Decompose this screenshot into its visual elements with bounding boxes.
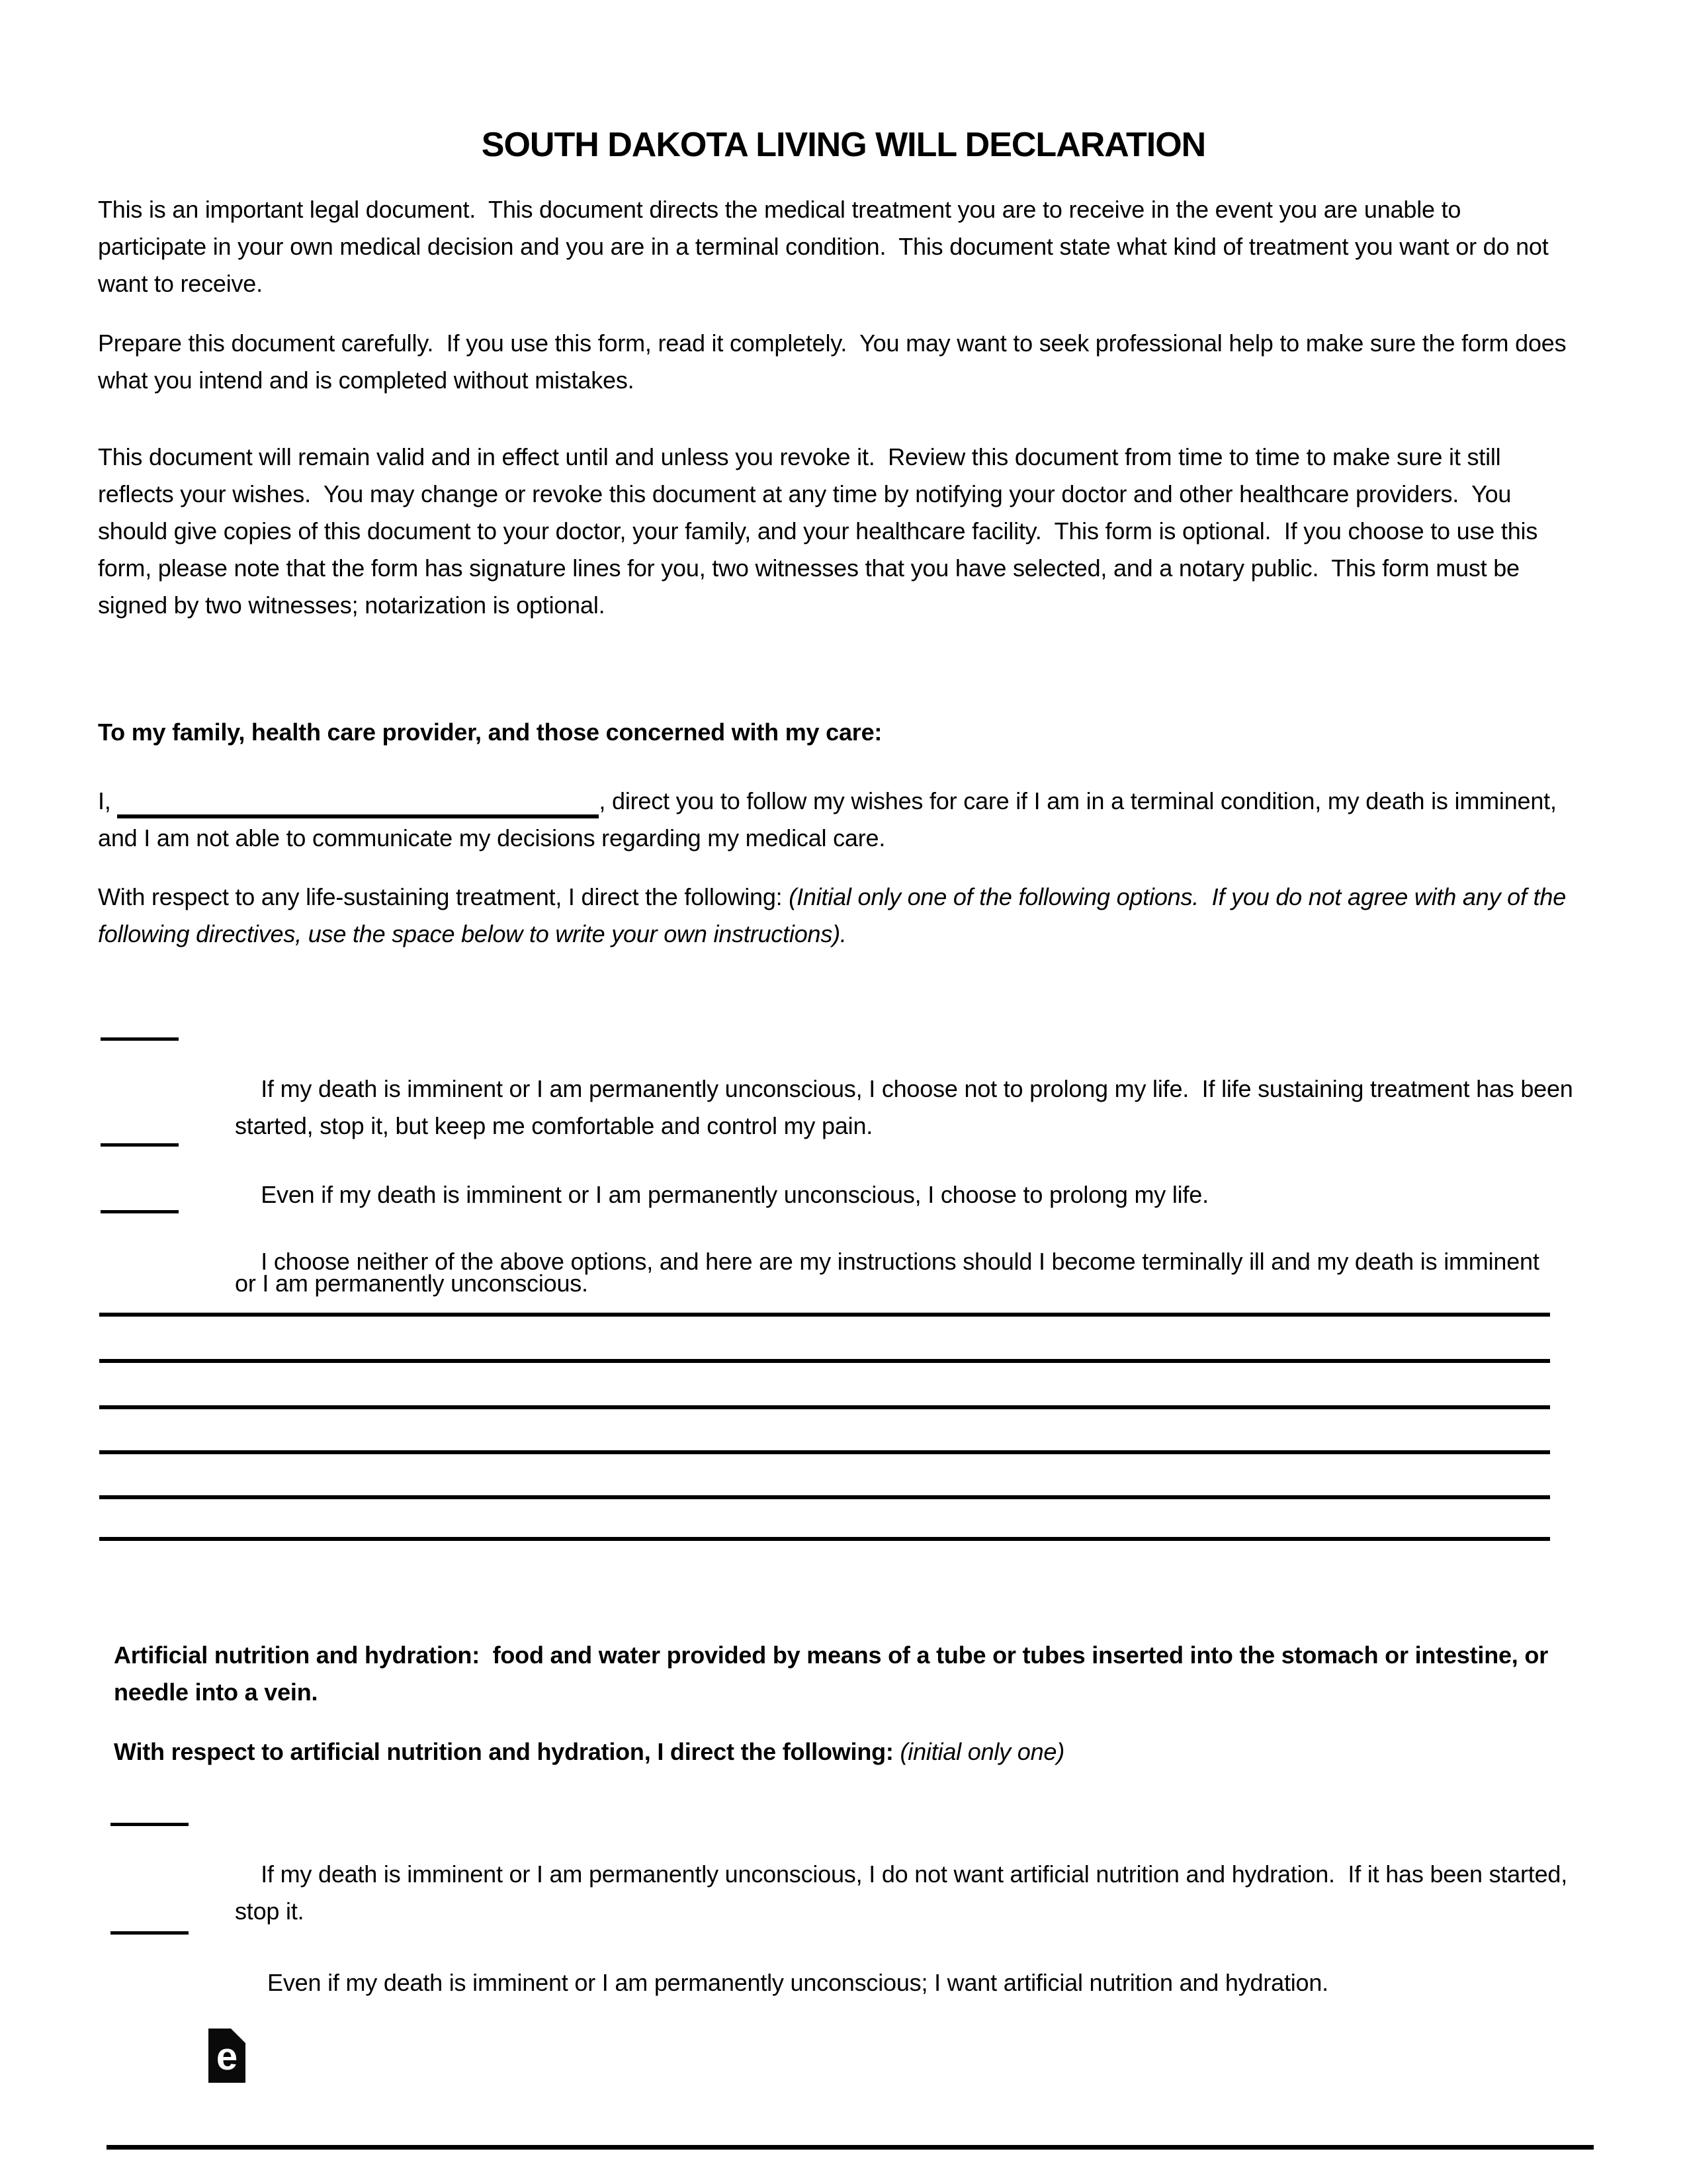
salutation-heading: To my family, health care provider, and those concerned with my care:: [98, 719, 883, 746]
logo-letter: e: [216, 2035, 238, 2078]
option-neither-continuation: or I am permanently unconscious.: [235, 1270, 588, 1297]
write-in-line[interactable]: [99, 1405, 1550, 1409]
declaration-prefix: I,: [98, 787, 118, 814]
life-sustaining-intro-regular: With respect to any life-sustaining treatment, I direct the following:: [98, 883, 789, 910]
option-text: Even if my death is imminent or I am permanently unconscious; I want artificial nutrition and hydration.: [261, 1969, 1328, 1996]
declaration-suffix: , direct you to follow my wishes for care if I am in a terminal condition, my death is imminent, and I am not able to communicate my decisions regarding my medical care.: [98, 787, 1563, 852]
write-in-line[interactable]: [99, 1450, 1550, 1454]
write-in-line[interactable]: [99, 1313, 1550, 1317]
write-in-line[interactable]: [99, 1495, 1550, 1499]
page-title: SOUTH DAKOTA LIVING WILL DECLARATION: [481, 125, 1206, 164]
initials-field[interactable]: [110, 1931, 189, 1935]
life-sustaining-intro: [98, 879, 1573, 953]
initials-field[interactable]: [101, 1037, 179, 1041]
intro-paragraph-1: This is an important legal document. This document directs the medical treatment you are to receive in the event you are unable to participate in your own medical decision and you are in a terminal condition. This document state what kind of treatment you want or do not want to receive.: [98, 196, 1555, 297]
declaration-paragraph: [98, 783, 1573, 857]
initials-field[interactable]: [101, 1143, 179, 1147]
life-sustaining-intro-italic: (Initial only one of the following options. If you do not agree with any of the following directives, use the space below to write your own instructions).: [98, 883, 1573, 947]
nutrition-intro: [114, 1733, 1553, 1770]
initials-field[interactable]: [101, 1210, 179, 1213]
write-in-line[interactable]: [99, 1359, 1550, 1363]
intro-paragraph-3: This document will remain valid and in effect until and unless you revoke it. Review this document from time to time to make sure it still reflects your wishes. You may change or revoke this document at any time by notifying your doctor and other healthcare providers. You should give copies of this document to your doctor, your family, and your healthcare facility. This form is optional. If you choose to use this form, please note that the form has signature lines for you, two witnesses that you have selected, and a notary public. This form must be signed by two witnesses; notarization is optional.: [98, 443, 1544, 619]
declarant-name-field[interactable]: [117, 788, 599, 818]
footer-rule: [107, 2145, 1594, 2150]
nutrition-definition: Artificial nutrition and hydration: food and water provided by means of a tube or tubes inserted into the stomach or intestine, or needle into a vein.: [114, 1641, 1555, 1706]
option-text: If my death is imminent or I am permanently unconscious, I do not want artificial nutrition and hydration. If it has been started, stop it.: [235, 1860, 1574, 1925]
nutrition-intro-bold: With respect to artificial nutrition and hydration, I direct the following:: [114, 1738, 900, 1765]
initials-field[interactable]: [110, 1823, 189, 1826]
option-text: Even if my death is imminent or I am permanently unconscious, I choose to prolong my life.: [261, 1181, 1209, 1208]
option-text: If my death is imminent or I am permanently unconscious, I choose not to prolong my life. If life sustaining treatment has been started, stop it, but keep me comfortable and control my pain.: [235, 1075, 1580, 1139]
eforms-logo-icon: [208, 2029, 245, 2083]
option-text: I choose neither of the above options, and here are my instructions should I become terminally ill and my death is imminent: [261, 1248, 1539, 1275]
nutrition-intro-italic: (initial only one): [900, 1738, 1065, 1765]
intro-paragraph-2: Prepare this document carefully. If you use this form, read it completely. You may want to seek professional help to make sure the form does what you intend and is completed without mistakes.: [98, 329, 1573, 394]
nutrition-option-row-want-nutrition: [98, 1890, 1613, 2038]
write-in-line[interactable]: [99, 1537, 1550, 1541]
